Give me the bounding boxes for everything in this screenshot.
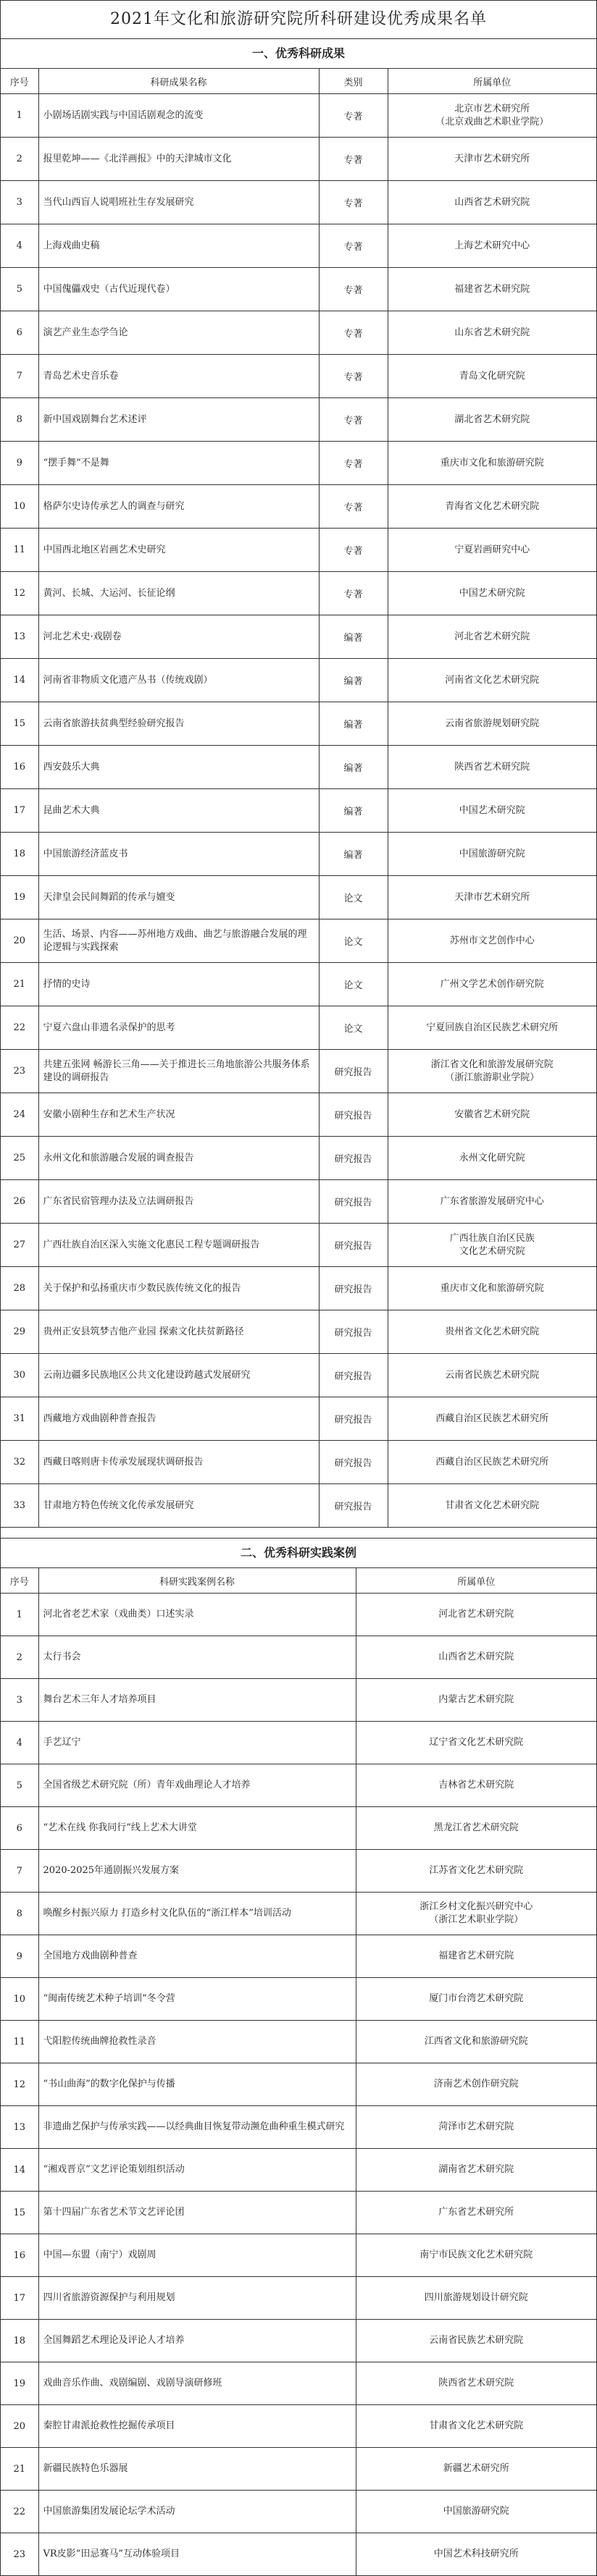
result-name: 西安鼓乐大典 xyxy=(38,746,319,789)
row-number: 3 xyxy=(1,1679,38,1722)
result-name: 河南省非物质文化遗产丛书（传统戏剧） xyxy=(38,659,319,702)
result-name: 云南省旅游扶贫典型经验研究报告 xyxy=(38,702,319,746)
row-number: 30 xyxy=(1,1354,38,1397)
table-row xyxy=(1,2106,596,2149)
table-row xyxy=(1,1807,596,1850)
result-unit: 安徽省艺术研究院 xyxy=(388,1093,596,1137)
result-category: 研究报告 xyxy=(319,1354,388,1397)
row-number: 17 xyxy=(1,789,38,833)
row-number: 18 xyxy=(1,2320,38,2362)
case-unit: 云南省民族艺术研究院 xyxy=(356,2320,596,2362)
table-row xyxy=(1,2491,596,2533)
row-number: 15 xyxy=(1,702,38,746)
table-row xyxy=(1,2234,596,2277)
table-row xyxy=(1,311,596,355)
case-name: 中国旅游集团发展论坛学术活动 xyxy=(38,2491,356,2533)
row-number: 24 xyxy=(1,1093,38,1137)
case-unit: 山西省艺术研究院 xyxy=(356,1636,596,1679)
result-unit: 陕西省艺术研究院 xyxy=(388,746,596,789)
result-category: 专著 xyxy=(319,94,388,138)
table-row xyxy=(1,1397,596,1441)
result-unit: 云南省旅游规划研究院 xyxy=(388,702,596,746)
case-unit: 中国艺术科技研究所 xyxy=(356,2533,596,2576)
case-unit: 四川旅游规划设计研究院 xyxy=(356,2277,596,2320)
case-name: 手艺辽宁 xyxy=(38,1722,356,1764)
result-unit: 西藏自治区民族艺术研究所 xyxy=(388,1441,596,1484)
case-name: “艺术在线 你我同行”线上艺术大讲堂 xyxy=(38,1807,356,1850)
table-row xyxy=(1,2192,596,2234)
result-category: 专著 xyxy=(319,529,388,572)
section-spacer xyxy=(1,1528,596,1539)
row-number: 14 xyxy=(1,659,38,702)
row-number: 29 xyxy=(1,1310,38,1354)
result-category: 研究报告 xyxy=(319,1484,388,1528)
row-number: 31 xyxy=(1,1397,38,1441)
case-unit: 菏泽市艺术研究院 xyxy=(356,2106,596,2149)
table-header-row xyxy=(1,1568,596,1594)
row-number: 13 xyxy=(1,615,38,659)
result-unit: 广东省旅游发展研究中心 xyxy=(388,1180,596,1224)
case-unit: 江苏省文化艺术研究院 xyxy=(356,1850,596,1893)
row-number: 19 xyxy=(1,2362,38,2405)
row-number: 27 xyxy=(1,1224,38,1267)
row-number: 23 xyxy=(1,1050,38,1093)
col-header-unit: 所属单位 xyxy=(388,69,596,94)
row-number: 9 xyxy=(1,1935,38,1978)
case-unit: 湖南省艺术研究院 xyxy=(356,2149,596,2192)
result-name: 中国西北地区岩画艺术史研究 xyxy=(38,529,319,572)
table-row xyxy=(1,398,596,442)
result-category: 专著 xyxy=(319,572,388,615)
table-row xyxy=(1,1764,596,1807)
result-category: 专著 xyxy=(319,485,388,529)
case-name: 全国地方戏曲剧种普查 xyxy=(38,1935,356,1978)
table-row xyxy=(1,1484,596,1528)
col-header-category: 类别 xyxy=(319,69,388,94)
table-row xyxy=(1,224,596,268)
case-name: 河北省老艺术家（戏曲类）口述实录 xyxy=(38,1594,356,1636)
result-category: 研究报告 xyxy=(319,1050,388,1093)
row-number: 6 xyxy=(1,311,38,355)
case-name: 四川省旅游资源保护与利用规划 xyxy=(38,2277,356,2320)
table-row xyxy=(1,2362,596,2405)
col-header-no: 序号 xyxy=(1,1568,38,1594)
result-name: 黄河、长城、大运河、长征论纲 xyxy=(38,572,319,615)
result-name: 安徽小剧种生存和艺术生产状况 xyxy=(38,1093,319,1137)
result-name: 格萨尔史诗传承艺人的调查与研究 xyxy=(38,485,319,529)
result-category: 专著 xyxy=(319,181,388,224)
table-row xyxy=(1,1093,596,1137)
result-unit: 北京市艺术研究所 （北京戏曲艺术职业学院） xyxy=(388,94,596,138)
result-name: 贵州正安县筑梦吉他产业园 探索文化扶贫新路径 xyxy=(38,1310,319,1354)
result-name: 生活、场景、内容——苏州地方戏曲、曲艺与旅游融合发展的理论逻辑与实践探索 xyxy=(38,919,319,963)
col-header-name: 科研实践案例名称 xyxy=(38,1568,356,1594)
result-unit: 河北省艺术研究院 xyxy=(388,615,596,659)
result-category: 研究报告 xyxy=(319,1267,388,1310)
result-category: 编著 xyxy=(319,615,388,659)
result-category: 论文 xyxy=(319,963,388,1006)
row-number: 4 xyxy=(1,1722,38,1764)
result-unit: 苏州市文艺创作中心 xyxy=(388,919,596,963)
result-category: 专著 xyxy=(319,398,388,442)
table-row xyxy=(1,833,596,876)
result-category: 研究报告 xyxy=(319,1397,388,1441)
result-name: 中国傀儡戏史（古代近现代卷） xyxy=(38,268,319,311)
row-number: 1 xyxy=(1,94,38,138)
result-name: 天津皇会民间舞蹈的传承与嬗变 xyxy=(38,876,319,919)
table-row xyxy=(1,1354,596,1397)
case-name: 全国省级艺术研究院（所）青年戏曲理论人才培养 xyxy=(38,1764,356,1807)
result-unit: 广州文学艺术创作研究院 xyxy=(388,963,596,1006)
table-row xyxy=(1,355,596,398)
case-name: “湘戏晋京”文艺评论策划组织活动 xyxy=(38,2149,356,2192)
row-number: 16 xyxy=(1,2234,38,2277)
table-row xyxy=(1,2149,596,2192)
row-number: 9 xyxy=(1,442,38,485)
row-number: 10 xyxy=(1,485,38,529)
row-number: 8 xyxy=(1,1893,38,1935)
result-category: 研究报告 xyxy=(319,1441,388,1484)
row-number: 7 xyxy=(1,355,38,398)
result-name: 抒情的史诗 xyxy=(38,963,319,1006)
result-category: 研究报告 xyxy=(319,1137,388,1180)
result-name: 昆曲艺术大典 xyxy=(38,789,319,833)
result-unit: 福建省艺术研究院 xyxy=(388,268,596,311)
table-row xyxy=(1,1978,596,2021)
table-row xyxy=(1,1636,596,1679)
row-number: 13 xyxy=(1,2106,38,2149)
row-number: 18 xyxy=(1,833,38,876)
result-name: 共建五张网 畅游长三角——关于推进长三角地旅游公共服务体系建设的调研报告 xyxy=(38,1050,319,1093)
result-category: 编著 xyxy=(319,833,388,876)
result-unit: 云南省民族艺术研究院 xyxy=(388,1354,596,1397)
row-number: 33 xyxy=(1,1484,38,1528)
row-number: 15 xyxy=(1,2192,38,2234)
row-number: 17 xyxy=(1,2277,38,2320)
result-category: 论文 xyxy=(319,876,388,919)
result-name: “摆手舞”不是舞 xyxy=(38,442,319,485)
row-number: 22 xyxy=(1,2491,38,2533)
result-unit: 山东省艺术研究院 xyxy=(388,311,596,355)
table-row xyxy=(1,963,596,1006)
table-row xyxy=(1,2320,596,2362)
result-category: 编著 xyxy=(319,702,388,746)
row-number: 22 xyxy=(1,1006,38,1050)
row-number: 11 xyxy=(1,529,38,572)
table-row xyxy=(1,789,596,833)
case-name: 唤醒乡村振兴原力 打造乡村文化队伍的“浙江样本”培训活动 xyxy=(38,1893,356,1935)
result-unit: 湖北省艺术研究院 xyxy=(388,398,596,442)
result-category: 论文 xyxy=(319,1006,388,1050)
table-row xyxy=(1,1679,596,1722)
table-row xyxy=(1,2277,596,2320)
result-unit: 天津市艺术研究所 xyxy=(388,876,596,919)
row-number: 14 xyxy=(1,2149,38,2192)
table-row xyxy=(1,2533,596,2576)
case-unit: 辽宁省文化艺术研究院 xyxy=(356,1722,596,1764)
case-name: 戏曲音乐作曲、戏剧编剧、戏剧导演研修班 xyxy=(38,2362,356,2405)
result-category: 研究报告 xyxy=(319,1180,388,1224)
case-name: VR皮影“田忌赛马”互动体验项目 xyxy=(38,2533,356,2576)
case-unit: 甘肃省文化艺术研究院 xyxy=(356,2405,596,2448)
table-row xyxy=(1,1267,596,1310)
result-unit: 西藏自治区民族艺术研究所 xyxy=(388,1397,596,1441)
case-unit: 中国旅游研究院 xyxy=(356,2491,596,2533)
table-row xyxy=(1,702,596,746)
row-number: 5 xyxy=(1,268,38,311)
result-category: 研究报告 xyxy=(319,1224,388,1267)
result-name: 西藏日喀则唐卡传承发展现状调研报告 xyxy=(38,1441,319,1484)
result-name: 小剧场话剧实践与中国话剧观念的流变 xyxy=(38,94,319,138)
row-number: 11 xyxy=(1,2021,38,2063)
result-unit: 中国旅游研究院 xyxy=(388,833,596,876)
row-number: 20 xyxy=(1,2405,38,2448)
result-unit: 中国艺术研究院 xyxy=(388,789,596,833)
table-row xyxy=(1,1310,596,1354)
table-row xyxy=(1,1224,596,1267)
case-unit: 陕西省艺术研究院 xyxy=(356,2362,596,2405)
table-row xyxy=(1,1850,596,1893)
case-name: 2020-2025年通剧振兴发展方案 xyxy=(38,1850,356,1893)
row-number: 10 xyxy=(1,1978,38,2021)
result-unit: 永州文化研究院 xyxy=(388,1137,596,1180)
result-unit: 贵州省文化艺术研究院 xyxy=(388,1310,596,1354)
table-row xyxy=(1,1006,596,1050)
result-unit: 青海省文化艺术研究院 xyxy=(388,485,596,529)
result-name: 西藏地方戏曲剧种普查报告 xyxy=(38,1397,319,1441)
result-name: 青岛艺术史音乐卷 xyxy=(38,355,319,398)
result-unit: 重庆市文化和旅游研究院 xyxy=(388,1267,596,1310)
result-name: 中国旅游经济蓝皮书 xyxy=(38,833,319,876)
table-row xyxy=(1,2405,596,2448)
table-row xyxy=(1,1441,596,1484)
row-number: 7 xyxy=(1,1850,38,1893)
result-name: 广西壮族自治区深入实施文化惠民工程专题调研报告 xyxy=(38,1224,319,1267)
row-number: 12 xyxy=(1,572,38,615)
row-number: 1 xyxy=(1,1594,38,1636)
case-name: 非遗曲艺保护与传承实践——以经典曲目恢复带动濒危曲种重生模式研究 xyxy=(38,2106,356,2149)
table-row xyxy=(1,572,596,615)
result-unit: 山西省艺术研究院 xyxy=(388,181,596,224)
col-header-name: 科研成果名称 xyxy=(38,69,319,94)
case-name: “书山曲海”的数字化保护与传播 xyxy=(38,2063,356,2106)
case-unit: 黑龙江省艺术研究院 xyxy=(356,1807,596,1850)
case-unit: 河北省艺术研究院 xyxy=(356,1594,596,1636)
result-unit: 重庆市文化和旅游研究院 xyxy=(388,442,596,485)
result-name: 新中国戏剧舞台艺术述评 xyxy=(38,398,319,442)
result-unit: 宁夏回族自治区民族艺术研究所 xyxy=(388,1006,596,1050)
row-number: 6 xyxy=(1,1807,38,1850)
table-row xyxy=(1,2063,596,2106)
row-number: 2 xyxy=(1,138,38,181)
result-category: 专著 xyxy=(319,138,388,181)
result-name: 当代山西盲人说唱班社生存发展研究 xyxy=(38,181,319,224)
result-unit: 中国艺术研究院 xyxy=(388,572,596,615)
case-name: 新疆民族特色乐器展 xyxy=(38,2448,356,2491)
row-number: 5 xyxy=(1,1764,38,1807)
row-number: 12 xyxy=(1,2063,38,2106)
result-name: 云南边疆多民族地区公共文化建设跨越式发展研究 xyxy=(38,1354,319,1397)
row-number: 32 xyxy=(1,1441,38,1484)
row-number: 23 xyxy=(1,2533,38,2576)
table-row xyxy=(1,442,596,485)
table-row xyxy=(1,138,596,181)
col-header-no: 序号 xyxy=(1,69,38,94)
table-row xyxy=(1,1594,596,1636)
row-number: 28 xyxy=(1,1267,38,1310)
case-name: 秦腔甘肃派抢救性挖掘传承项目 xyxy=(38,2405,356,2448)
case-name: 全国舞蹈艺术理论及评论人才培养 xyxy=(38,2320,356,2362)
table-row xyxy=(1,2021,596,2063)
row-number: 3 xyxy=(1,181,38,224)
practice-cases-table xyxy=(1,1568,596,2576)
case-unit: 内蒙古艺术研究院 xyxy=(356,1679,596,1722)
table-row xyxy=(1,1722,596,1764)
table-row xyxy=(1,529,596,572)
table-row xyxy=(1,615,596,659)
result-unit: 广西壮族自治区民族 文化艺术研究院 xyxy=(388,1224,596,1267)
research-results-table xyxy=(1,69,596,1528)
result-unit: 青岛文化研究院 xyxy=(388,355,596,398)
row-number: 16 xyxy=(1,746,38,789)
result-category: 编著 xyxy=(319,789,388,833)
table-row xyxy=(1,1180,596,1224)
row-number: 25 xyxy=(1,1137,38,1180)
case-name: 太行书会 xyxy=(38,1636,356,1679)
result-unit: 浙江省文化和旅游发展研究院 （浙江旅游职业学院） xyxy=(388,1050,596,1093)
result-name: 关于保护和弘扬重庆市少数民族传统文化的报告 xyxy=(38,1267,319,1310)
table-row xyxy=(1,659,596,702)
result-name: 广东省民宿管理办法及立法调研报告 xyxy=(38,1180,319,1224)
table-row xyxy=(1,485,596,529)
result-category: 专著 xyxy=(319,268,388,311)
table-row xyxy=(1,1935,596,1978)
result-category: 专著 xyxy=(319,355,388,398)
case-name: “闽南传统艺术种子培训”冬令营 xyxy=(38,1978,356,2021)
row-number: 2 xyxy=(1,1636,38,1679)
row-number: 20 xyxy=(1,919,38,963)
table-row xyxy=(1,268,596,311)
result-name: 永州文化和旅游融合发展的调查报告 xyxy=(38,1137,319,1180)
result-unit: 甘肃省文化艺术研究院 xyxy=(388,1484,596,1528)
result-name: 宁夏六盘山非遗名录保护的思考 xyxy=(38,1006,319,1050)
document-title: 2021年文化和旅游研究院所科研建设优秀成果名单 xyxy=(1,0,596,39)
result-category: 研究报告 xyxy=(319,1310,388,1354)
table-header-row xyxy=(1,69,596,94)
table-row xyxy=(1,1137,596,1180)
row-number: 26 xyxy=(1,1180,38,1224)
case-unit: 福建省艺术研究院 xyxy=(356,1935,596,1978)
case-unit: 厦门市台湾艺术研究院 xyxy=(356,1978,596,2021)
result-unit: 河南省文化艺术研究院 xyxy=(388,659,596,702)
result-name: 报里乾坤——《北洋画报》中的天津城市文化 xyxy=(38,138,319,181)
case-name: 弋阳腔传统曲牌抢救性录音 xyxy=(38,2021,356,2063)
case-unit: 吉林省艺术研究院 xyxy=(356,1764,596,1807)
case-unit: 南宁市民族文化艺术研究院 xyxy=(356,2234,596,2277)
result-category: 论文 xyxy=(319,919,388,963)
result-category: 专著 xyxy=(319,311,388,355)
table-row xyxy=(1,181,596,224)
result-unit: 上海艺术研究中心 xyxy=(388,224,596,268)
table-row xyxy=(1,1893,596,1935)
row-number: 19 xyxy=(1,876,38,919)
col-header-unit: 所属单位 xyxy=(356,1568,596,1594)
result-unit: 宁夏岩画研究中心 xyxy=(388,529,596,572)
result-name: 上海戏曲史稿 xyxy=(38,224,319,268)
case-unit: 浙江乡村文化振兴研究中心 （浙江艺术职业学院） xyxy=(356,1893,596,1935)
case-unit: 广东省艺术研究所 xyxy=(356,2192,596,2234)
case-name: 第十四届广东省艺术节文艺评论团 xyxy=(38,2192,356,2234)
result-name: 演艺产业生态学刍论 xyxy=(38,311,319,355)
case-name: 舞台艺术三年人才培养项目 xyxy=(38,1679,356,1722)
table-row xyxy=(1,94,596,138)
case-name: 中国—东盟（南宁）戏剧周 xyxy=(38,2234,356,2277)
row-number: 21 xyxy=(1,963,38,1006)
result-category: 研究报告 xyxy=(319,1093,388,1137)
case-unit: 济南艺术创作研究院 xyxy=(356,2063,596,2106)
table-row xyxy=(1,919,596,963)
table-row xyxy=(1,746,596,789)
row-number: 4 xyxy=(1,224,38,268)
section1-header: 一、优秀科研成果 xyxy=(1,39,596,69)
result-unit: 天津市艺术研究所 xyxy=(388,138,596,181)
result-category: 编著 xyxy=(319,746,388,789)
result-category: 编著 xyxy=(319,659,388,702)
table-row xyxy=(1,1050,596,1093)
result-category: 专著 xyxy=(319,442,388,485)
table-row xyxy=(1,2448,596,2491)
table-row xyxy=(1,876,596,919)
case-unit: 新疆艺术研究所 xyxy=(356,2448,596,2491)
row-number: 8 xyxy=(1,398,38,442)
result-name: 河北艺术史·戏剧卷 xyxy=(38,615,319,659)
row-number: 21 xyxy=(1,2448,38,2491)
result-category: 专著 xyxy=(319,224,388,268)
case-unit: 江西省文化和旅游研究院 xyxy=(356,2021,596,2063)
result-name: 甘肃地方特色传统文化传承发展研究 xyxy=(38,1484,319,1528)
section2-header: 二、优秀科研实践案例 xyxy=(1,1539,596,1568)
